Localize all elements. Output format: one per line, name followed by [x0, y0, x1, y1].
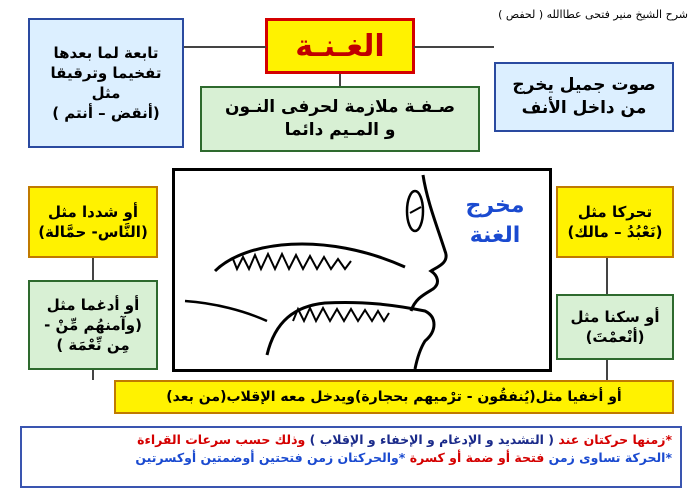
author-credit: شرح الشيخ منير فتحى عطاالله ( لحفص ) [498, 8, 688, 21]
sukun-box [556, 294, 674, 360]
ikhfa-box [114, 380, 674, 414]
connector-title-left [182, 46, 266, 48]
connector-left-lower [92, 370, 94, 380]
haraka-line-2: (نَعْبُدُ – مالك) [567, 223, 663, 241]
shadda-line-2: (النَّاس- حمَّالة) [38, 223, 148, 241]
timing-line-2-a: *الحركة تساوى زمن [548, 450, 672, 466]
timing-line-1-a: *زمنها حركتان عند [558, 432, 672, 447]
shadda-box [28, 186, 158, 258]
sukun-line-2: (أنْعمْتَ) [585, 328, 645, 346]
connector-title-right [414, 46, 494, 48]
ghunna-articulation-label [440, 191, 550, 250]
haraka-box [556, 186, 674, 258]
definition-line-2: و المـيم دائما [284, 120, 396, 140]
idgham-line-1: أو أدغما مثل [46, 295, 140, 314]
follow-rule-line-3: مثل [91, 84, 121, 102]
haraka-line-1: تحركا مثل [577, 202, 653, 221]
connector-right-lower [606, 360, 608, 380]
shadda-line-1: أو شددا مثل [48, 202, 138, 221]
sound-line-2: من داخل الأنف [521, 98, 647, 118]
page-title: الغـنـة [265, 18, 415, 74]
timing-line-1-b: ( التشديد و الإدغام و الإخفاء و الإقلاب ) [309, 432, 555, 447]
idgham-line-2: (وآمنهُم مِّنْ - [44, 315, 142, 334]
connector-right-vertical [606, 258, 608, 294]
definition-line-1: صـفـة ملازمة لحرفى النـون [224, 97, 456, 118]
timing-line-1-c: وذلك حسب سرعات القراءة [137, 432, 306, 447]
figure-label-line-2: الغنة [469, 222, 521, 248]
idgham-box [28, 280, 158, 370]
connector-left-vertical [92, 258, 94, 280]
timing-line-2 [30, 449, 672, 467]
timing-line-2-b: فتحة أو ضمة أو كسرة [409, 450, 545, 466]
follow-rule-line-1: تابعة لما بعدها [53, 43, 159, 62]
sound-line-1: صوت جميل يخرج [512, 75, 656, 96]
follow-rule-box [28, 18, 184, 148]
sound-description-box [494, 62, 674, 132]
follow-rule-line-4: (أنقض – أنتم ) [52, 104, 160, 123]
figure-label-line-1: مخرج [465, 193, 525, 218]
timing-line-2-c: *والحركتان زمن فتحتين أوضمتين أوكسرتين [135, 450, 406, 466]
sukun-line-1: أو سكنا مثل [570, 307, 660, 326]
idgham-line-3: مِن نِّعْمَة ) [56, 336, 130, 355]
timing-line-1 [30, 431, 672, 449]
timing-notes-box [20, 426, 682, 488]
mouth-nose-figure [172, 168, 552, 372]
follow-rule-line-2: تفخيما وترقيقا [50, 63, 162, 82]
ikhfa-text: أو أخفيا مثل(يُنفقُون - ترْميهم بحجارة)ويدخل معه الإقلاب(من بعد) [166, 388, 622, 405]
definition-box [200, 86, 480, 152]
